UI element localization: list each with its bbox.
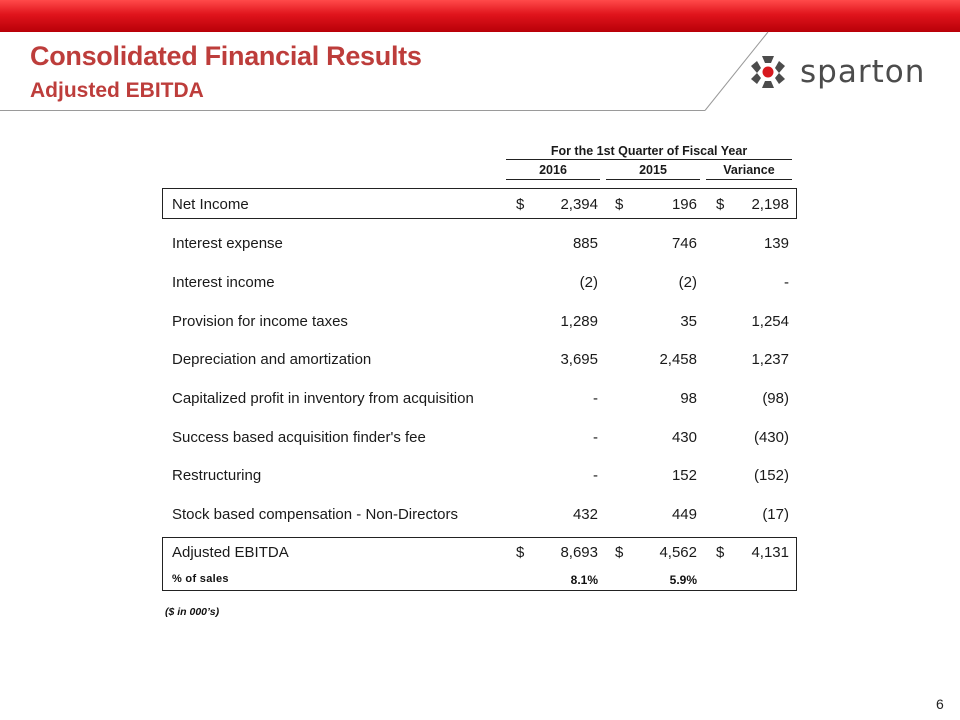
currency-symbol: $ <box>615 544 624 561</box>
row-label: Depreciation and amortization <box>172 351 372 368</box>
period-rule <box>506 159 792 160</box>
pct-2015: 5.9% <box>669 573 697 587</box>
col-rule-2016 <box>506 179 600 180</box>
cell-variance: 139 <box>763 235 789 252</box>
cell-2015: 430 <box>671 429 697 446</box>
pct-2016: 8.1% <box>570 573 598 587</box>
sparton-logo <box>748 52 925 92</box>
cell-2015: 152 <box>671 467 697 484</box>
pct-of-sales-label: % of sales <box>172 573 229 585</box>
cell-variance: - <box>784 274 789 291</box>
currency-symbol: $ <box>716 544 725 561</box>
cell-variance: (17) <box>762 506 789 523</box>
row-label: Provision for income taxes <box>172 313 348 330</box>
cell-2016: 8,693 <box>560 544 598 561</box>
cell-variance: 4,131 <box>751 544 789 561</box>
cell-2016: - <box>593 467 598 484</box>
cell-variance: (98) <box>762 390 789 407</box>
row-label: Restructuring <box>172 467 262 484</box>
row-label: Capitalized profit in inventory from acquisition <box>172 390 474 407</box>
page-subtitle: Adjusted EBITDA <box>30 79 204 102</box>
cell-variance: 2,198 <box>751 196 789 213</box>
cell-2016: - <box>593 390 598 407</box>
cell-2016: 1,289 <box>560 313 598 330</box>
page-title: Consolidated Financial Results <box>30 41 422 71</box>
col-rule-variance <box>706 179 792 180</box>
currency-symbol: $ <box>716 196 725 213</box>
cell-variance: (152) <box>753 467 789 484</box>
cell-2015: 449 <box>671 506 697 523</box>
row-label: Interest expense <box>172 235 283 252</box>
row-label: Net Income <box>172 196 249 213</box>
logo-wordmark: sparton <box>800 54 926 90</box>
cell-2016: - <box>593 429 598 446</box>
page-number: 6 <box>936 696 944 712</box>
currency-symbol: $ <box>516 544 525 561</box>
row-label: Adjusted EBITDA <box>172 544 289 561</box>
cell-2015: 98 <box>680 390 697 407</box>
cell-2015: 2,458 <box>659 351 697 368</box>
cell-2016: 885 <box>572 235 598 252</box>
row-label: Success based acquisition finder's fee <box>172 429 426 446</box>
cell-2015: 35 <box>680 313 697 330</box>
currency-symbol: $ <box>516 196 525 213</box>
col-header-2015: 2015 <box>639 163 667 177</box>
col-header-2016: 2016 <box>539 163 567 177</box>
cell-2015: (2) <box>678 274 697 291</box>
cell-variance: 1,237 <box>751 351 789 368</box>
row-label: Stock based compensation - Non-Directors <box>172 506 458 523</box>
cell-2016: 2,394 <box>560 196 598 213</box>
cell-2016: 432 <box>572 506 598 523</box>
cell-2016: (2) <box>579 274 598 291</box>
cell-2015: 4,562 <box>659 544 697 561</box>
net-income-box <box>162 188 797 219</box>
period-header: For the 1st Quarter of Fiscal Year <box>550 144 748 158</box>
col-rule-2015 <box>606 179 700 180</box>
cell-2015: 746 <box>671 235 697 252</box>
col-header-variance: Variance <box>723 163 775 177</box>
cell-variance: (430) <box>753 429 789 446</box>
cell-2015: 196 <box>671 196 697 213</box>
currency-symbol: $ <box>615 196 624 213</box>
sparton-logo-icon <box>748 52 788 92</box>
units-footnote: ($ in 000’s) <box>165 606 220 618</box>
cell-2016: 3,695 <box>560 351 598 368</box>
row-label: Interest income <box>172 274 275 291</box>
cell-variance: 1,254 <box>751 313 789 330</box>
